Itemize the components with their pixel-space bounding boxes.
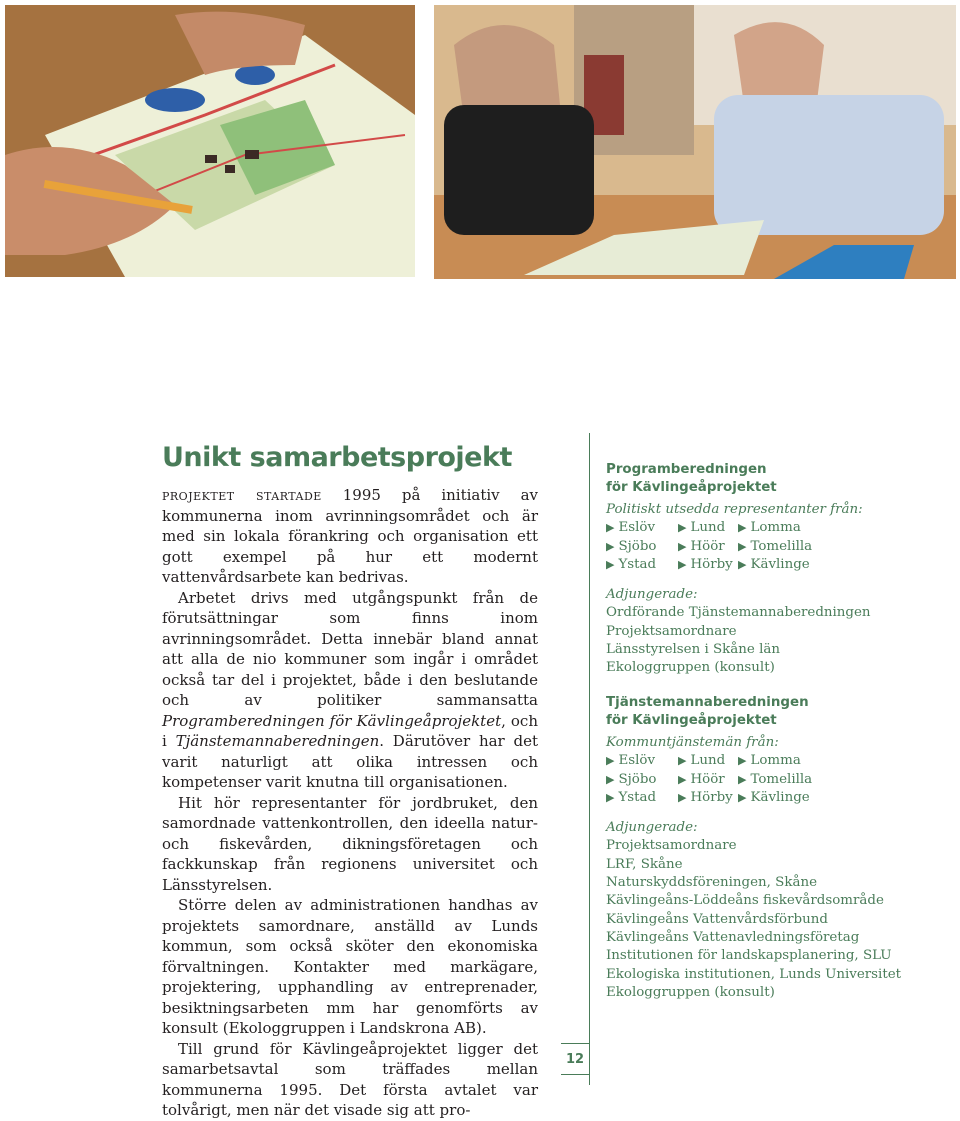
article-heading: Unikt samarbetsprojekt	[162, 442, 512, 473]
sidebar-programberedningen	[606, 461, 906, 678]
adjunct-item: Ekologiska institutionen, Lunds Universitet	[606, 966, 901, 982]
adjunct-item: Kävlingeåns Vattenavledningsföretag	[606, 929, 860, 945]
paragraph-4: Större delen av administrationen handhas av projektets samordnare, anställd av Lunds kommun, som också sköter den ekonomiska förvaltningen. Kontakter med markägare, projektering, upphandling av entreprenader, besiktningsarbeten mm har genomförts av konsult (Ekologgruppen i Landskrona AB).	[162, 896, 538, 1037]
column-divider	[589, 433, 590, 1085]
adjunct-item: Kävlingeåns Vattenvårdsförbund	[606, 911, 828, 927]
sidebar-a-adjunct-label: Adjungerade:	[606, 587, 698, 603]
municipality-row: ▶ Ystad ▶ Hörby ▶ Kävlinge	[606, 789, 906, 807]
triangle-icon: ▶	[606, 539, 615, 553]
photo-map-hands	[5, 5, 415, 277]
municipality-row: ▶ Eslöv ▶ Lund ▶ Lomma	[606, 752, 906, 770]
triangle-icon: ▶	[738, 521, 747, 535]
sidebar-a-subtitle: Politiskt utsedda representanter från:	[606, 502, 863, 517]
triangle-icon: ▶	[678, 539, 687, 553]
adjunct-item: Ekologgruppen (konsult)	[606, 984, 775, 1000]
paragraph-1: projektet startade 1995 på initiativ av kommunerna inom avrinningsområdet och är med sin lokala förankring och organisation ett gott exempel på hur ett modernt vattenvårdsarbete kan bedrivas.	[162, 486, 538, 586]
adjunct-item: Projektsamordnare	[606, 838, 737, 854]
triangle-icon: ▶	[678, 754, 687, 768]
triangle-icon: ▶	[606, 772, 615, 786]
sidebar-b-adjunct-label: Adjungerade:	[606, 820, 698, 836]
sidebar-b-subtitle: Kommuntjänstemän från:	[606, 735, 779, 750]
sidebar-a-title: Programberedningen för Kävlingeåprojektet	[606, 462, 777, 495]
triangle-icon: ▶	[738, 539, 747, 553]
sidebar-tjanstemannaberedningen	[606, 694, 906, 1002]
paragraph-3: Hit hör representanter för jordbruket, den samordnade vattenkontrollen, den ideella natur- och fiskevården, dikningsföretagen och fackkunskap från regionens universitet och Länsstyrelsen.	[162, 793, 538, 894]
triangle-icon: ▶	[738, 557, 747, 571]
adjunct-item: LRF, Skåne	[606, 856, 683, 872]
adjunct-item: Institutionen för landskapsplanering, SLU	[606, 948, 892, 964]
article-body	[162, 485, 538, 1121]
paragraph-5: Till grund för Kävlingeåprojektet ligger det samarbetsavtal som träffades mellan kommunerna 1995. Det första avtalet var tolvårigt, men när det visade sig att pro-	[162, 1039, 538, 1119]
triangle-icon: ▶	[678, 521, 687, 535]
page-number: 12	[561, 1043, 589, 1075]
triangle-icon: ▶	[606, 521, 615, 535]
triangle-icon: ▶	[678, 772, 687, 786]
triangle-icon: ▶	[678, 790, 687, 804]
adjunct-item: Länsstyrelsen i Skåne län	[606, 642, 780, 658]
photo-two-men	[434, 5, 956, 279]
municipality-row: ▶ Eslöv ▶ Lund ▶ Lomma	[606, 519, 906, 537]
triangle-icon: ▶	[606, 557, 615, 571]
municipality-row: ▶ Ystad ▶ Hörby ▶ Kävlinge	[606, 556, 906, 574]
paragraph-2: Arbetet drivs med utgångspunkt från de förutsättningar som finns inom avrinningsområdet. Detta innebär bland annat att alla de nio kommuner som ingår i området också tar del i projektet, både i den beslutande och av politiker sammansatta Programberedningen för Kävlingeåprojektet, och i Tjänstemannaberedningen. Därutöver har det varit naturligt att olika intressen och kompetenser varit knutna till organisationen.	[162, 588, 538, 791]
adjunct-item: Projektsamordnare	[606, 623, 737, 639]
triangle-icon: ▶	[606, 790, 615, 804]
municipality-row: ▶ Sjöbo ▶ Höör ▶ Tomelilla	[606, 538, 906, 556]
municipality-row: ▶ Sjöbo ▶ Höör ▶ Tomelilla	[606, 771, 906, 789]
adjunct-item: Ordförande Tjänstemannaberedningen	[606, 605, 871, 621]
triangle-icon: ▶	[678, 557, 687, 571]
lead-in: projektet startade	[162, 486, 322, 504]
adjunct-item: Kävlingeåns-Löddeåns fiskevårdsområde	[606, 893, 884, 909]
triangle-icon: ▶	[738, 754, 747, 768]
sidebar-b-title: Tjänstemannaberedningen för Kävlingeåprojektet	[606, 695, 809, 728]
adjunct-item: Ekologgruppen (konsult)	[606, 660, 775, 676]
adjunct-item: Naturskyddsföreningen, Skåne	[606, 875, 818, 891]
triangle-icon: ▶	[738, 790, 747, 804]
triangle-icon: ▶	[738, 772, 747, 786]
triangle-icon: ▶	[606, 754, 615, 768]
